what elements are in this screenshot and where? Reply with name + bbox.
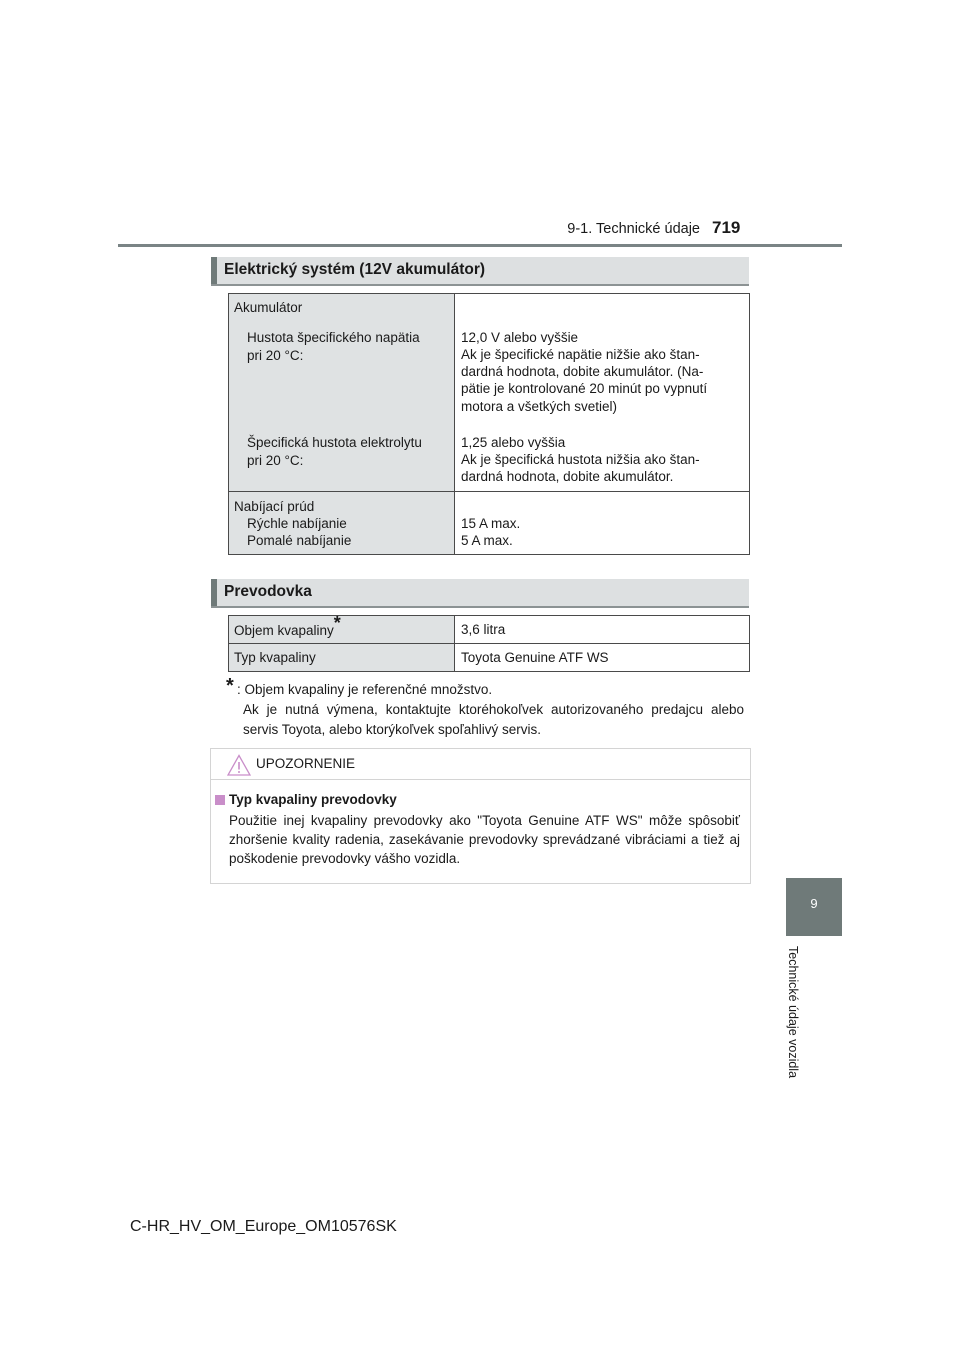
- voltage-value-line: Ak je špecifické napätie nižšie ako štan-: [461, 347, 700, 362]
- electrolyte-density-label-1: Špecifická hustota elektrolytu: [247, 435, 422, 450]
- caution-heading: Typ kvapaliny prevodovky: [229, 792, 397, 807]
- header-divider: [118, 244, 842, 247]
- chapter-label-text: Technické údaje vozidla: [786, 946, 800, 1079]
- voltage-value-line: dardná hodnota, dobite akumulátor. (Na-: [461, 364, 704, 379]
- chapter-number: 9: [810, 896, 818, 911]
- fluid-capacity-label: [234, 613, 341, 639]
- table-value-cell: [455, 294, 749, 491]
- section-title: 9-1. Technické údaje: [567, 221, 700, 237]
- voltage-density-label-1: Hustota špecifického napätia: [247, 330, 420, 345]
- footnote-marker: *: [333, 613, 341, 633]
- table-value-cell: [455, 492, 749, 554]
- footnote-line-1: : Objem kvapaliny je referenčné množstvo.: [237, 682, 493, 697]
- section-heading-electrical: [211, 257, 749, 286]
- section-heading-transmission: [211, 579, 749, 608]
- table-value-cell: [455, 644, 749, 671]
- fluid-capacity-label-text: Objem kvapaliny: [234, 623, 334, 638]
- caution-header: [211, 749, 750, 780]
- footnote-star: *: [226, 675, 234, 697]
- voltage-density-label-2: pri 20 °C:: [247, 348, 304, 363]
- table-label-cell: [229, 294, 455, 491]
- section-marker: [211, 257, 217, 284]
- warning-triangle-icon: [227, 754, 251, 776]
- fast-charge-value: 15 A max.: [461, 516, 521, 531]
- transmission-spec-table: [228, 615, 750, 672]
- section-heading-text: Prevodovka: [224, 583, 312, 600]
- electrolyte-value-line: Ak je špecifická hustota nižšia ako štan-: [461, 452, 700, 467]
- section-marker: [211, 579, 217, 606]
- footnote: [237, 680, 744, 740]
- fluid-type-label: Typ kvapaliny: [234, 650, 316, 665]
- battery-label: Akumulátor: [234, 300, 303, 315]
- fast-charge-label: Rýchle nabíjanie: [247, 516, 347, 531]
- voltage-value-line: pätie je kontrolované 20 minút po vypnutí: [461, 381, 708, 396]
- page-number: 719: [712, 218, 741, 237]
- table-value-cell: [455, 616, 749, 643]
- document-code: C-HR_HV_OM_Europe_OM10576SK: [130, 1218, 397, 1235]
- voltage-value-line: 12,0 V alebo vyššie: [461, 330, 579, 345]
- bullet-square-icon: [215, 795, 225, 805]
- footnote-line-2: Ak je nutná výmena, kontaktujte ktoréhokoľvek autorizovaného predajcu alebo servis Toyota, alebo ktorýkoľvek spoľahlivý servis.: [243, 702, 744, 737]
- section-heading-text: Elektrický systém (12V akumulátor): [224, 261, 486, 278]
- fluid-capacity-value: 3,6 litra: [461, 622, 506, 637]
- charging-current-label: Nabíjací prúd: [234, 499, 315, 514]
- caution-title: UPOZORNENIE: [256, 756, 356, 771]
- chapter-label: [786, 946, 806, 1106]
- slow-charge-value: 5 A max.: [461, 533, 513, 548]
- fluid-type-value: Toyota Genuine ATF WS: [461, 650, 609, 665]
- voltage-value-line: motora a všetkých svetiel): [461, 399, 618, 414]
- table-label-cell: [229, 613, 455, 643]
- table-label-cell: [229, 492, 455, 554]
- electrical-spec-table: [228, 293, 750, 555]
- caution-body: Použitie inej kvapaliny prevodovky ako "Toyota Genuine ATF WS" môže spôsobiť zhoršenie kvality radenia, zasekávanie prevodovky sprevádzané vibráciami a tiež aj poškodenie prevodovky vášho vozidla.: [229, 813, 740, 866]
- electrolyte-value-line: 1,25 alebo vyššia: [461, 435, 566, 450]
- electrolyte-value-line: dardná hodnota, dobite akumulátor.: [461, 469, 674, 484]
- electrolyte-density-label-2: pri 20 °C:: [247, 453, 304, 468]
- slow-charge-label: Pomalé nabíjanie: [247, 533, 352, 548]
- table-label-cell: [229, 644, 455, 671]
- caution-box: [210, 748, 751, 884]
